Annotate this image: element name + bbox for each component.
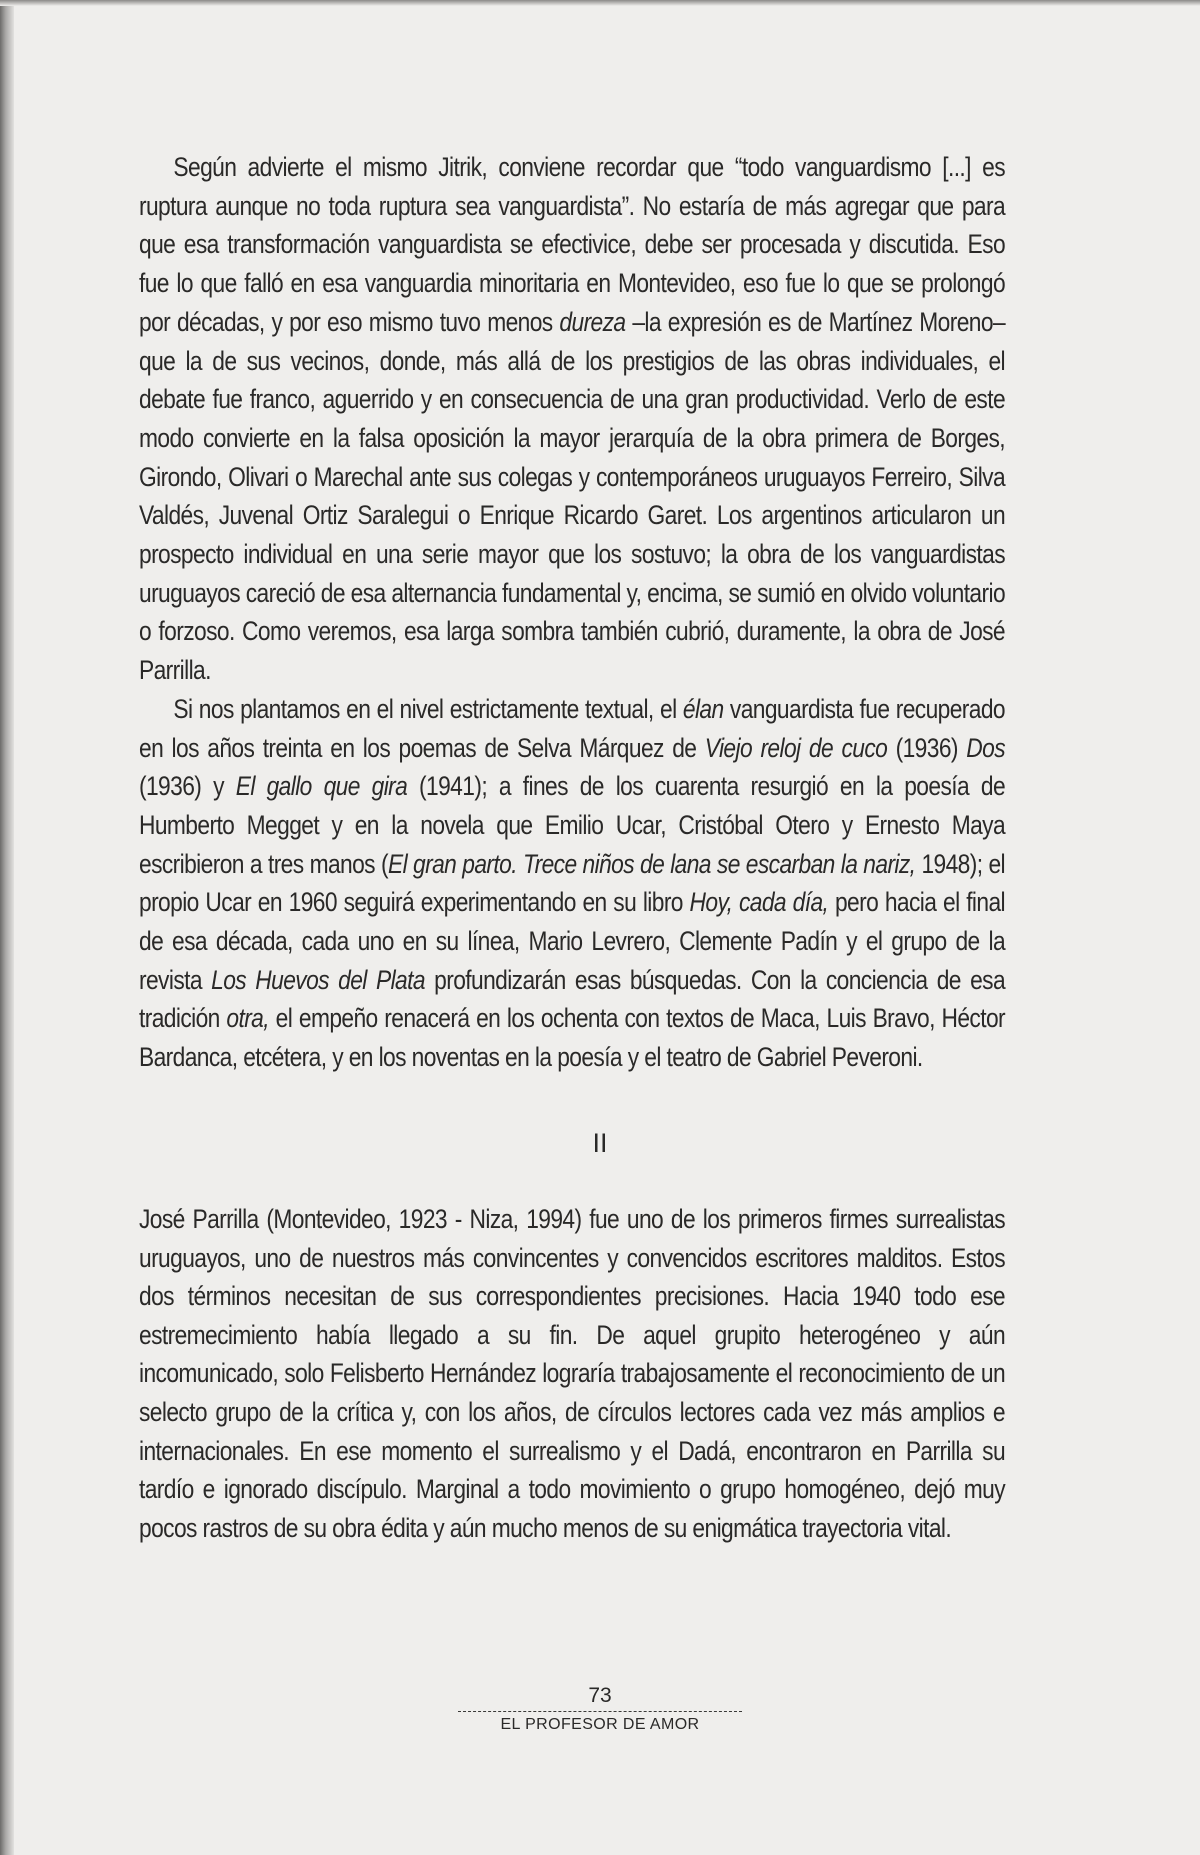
paragraph-2 — [139, 690, 1005, 1077]
paragraph-2-text-d: (1936) y — [139, 771, 236, 802]
section-body-text — [139, 1200, 1005, 1547]
page-number: 73 — [588, 1684, 612, 1707]
paragraph-1-italic-1: dureza — [559, 306, 626, 337]
paragraph-1 — [139, 148, 1005, 690]
binding-shadow — [0, 0, 14, 1855]
section-numeral: II — [592, 1128, 608, 1158]
body-text — [139, 148, 1005, 1077]
paragraph-2-italic-2: Viejo reloj de cuco — [704, 732, 888, 763]
paragraph-2-italic-4: El gallo que gira — [235, 771, 408, 802]
page-footer — [0, 1683, 1200, 1736]
paragraph-2-text-b: vanguardista fue recuperado en los años treinta en los poemas de Selva Márquez de — [139, 693, 1006, 763]
paragraph-2-italic-1: élan — [682, 693, 724, 724]
paragraph-2-italic-3: Dos — [966, 732, 1006, 763]
paragraph-2-text-g: pero hacia el final de esa década, cada uno en su línea, Mario Levrero, Clemente Padín y el grupo de la revista — [139, 887, 1006, 995]
section-paragraph-1: José Parrilla (Montevideo, 1923 - Niza, 1994) fue uno de los primeros firmes surrealistas uruguayos, uno de nuestros más convincentes y convencidos escritores malditos. Estos dos términos necesitan de sus correspondientes precisiones. Hacia 1940 todo ese estremecimiento había llegado a su fin. De aquel grupito heterogéneo y aún incomunicado, solo Felisberto Hernández lograría trabajosamente el reconocimiento de un selecto grupo de la crítica y, con los años, de círculos lectores cada vez más amplios e internacionales. En ese momento el surrealismo y el Dadá, encontraron en Parrilla su tardío e ignorado discípulo. Marginal a todo movimiento o grupo homogéneo, dejó muy pocos rastros de su obra édita y aún mucho menos de su enigmática trayectoria vital. — [139, 1204, 1006, 1543]
paragraph-2-text-f: 1948); el propio Ucar en 1960 seguirá experimentando en su libro — [139, 848, 1006, 918]
paragraph-2-italic-6: Hoy, cada día, — [689, 887, 829, 918]
paragraph-1-text-a: Según advierte el mismo Jitrik, conviene recordar que “todo vanguardismo [...] es ruptura aunque no toda ruptura sea vanguardista”. No estaría de más agregar que para que esa transformación vanguardista se efectivice, debe ser procesada y discutida. Eso fue lo que falló en esa vanguardia minoritaria en Montevideo, eso fue lo que se prolongó por décadas, y por eso mismo tuvo menos — [139, 152, 1006, 337]
paragraph-2-text-c: (1936) — [887, 732, 967, 763]
paragraph-2-italic-8: otra, — [226, 1003, 269, 1034]
footer-dashed-rule — [458, 1711, 742, 1712]
running-title: EL PROFESOR DE AMOR — [500, 1716, 700, 1733]
paragraph-2-text-i: el empeño renacerá en los ochenta con textos de Maca, Luis Bravo, Héctor Bardanca, etcétera, y en los noventas en la poesía y el teatro de Gabriel Peveroni. — [139, 1003, 1006, 1073]
paragraph-2-text-h: profundizarán esas búsquedas. Con la conciencia de esa tradición — [139, 964, 1006, 1034]
paragraph-2-italic-5: El gran parto. Trece niños de lana se escarban la nariz, — [387, 848, 916, 879]
paragraph-2-italic-7: Los Huevos del Plata — [211, 964, 425, 995]
paragraph-1-text-b: –la expresión es de Martínez Moreno– que la de sus vecinos, donde, más allá de los prestigios de las obras individuales, el debate fue franco, aguerrido y en consecuencia de una gran productividad. Verlo de este modo convierte en la falsa oposición la mayor jerarquía de la obra primera de Borges, Girondo, Olivari o Marechal ante sus colegas y contemporáneos uruguayos Ferreiro, Silva Valdés, Juvenal Ortiz Saralegui o Enrique Ricardo Garet. Los argentinos articularon un prospecto individual en una serie mayor que los sostuvo; la obra de los vanguardistas uruguayos careció de esa alternancia fundamental y, encima, se sumió en olvido voluntario o forzoso. Como veremos, esa larga sombra también cubrió, duramente, la obra de José Parrilla. — [139, 306, 1006, 686]
paragraph-2-text-a: Si nos plantamos en el nivel estrictamente textual, el — [173, 693, 683, 724]
paragraph-2-text-e: (1941); a fines de los cuarenta resurgió en la poesía de Humberto Megget y en la novela que Emilio Ucar, Cristóbal Otero y Ernesto Maya escribieron a tres manos ( — [139, 771, 1006, 879]
page-top-edge — [0, 0, 1200, 6]
